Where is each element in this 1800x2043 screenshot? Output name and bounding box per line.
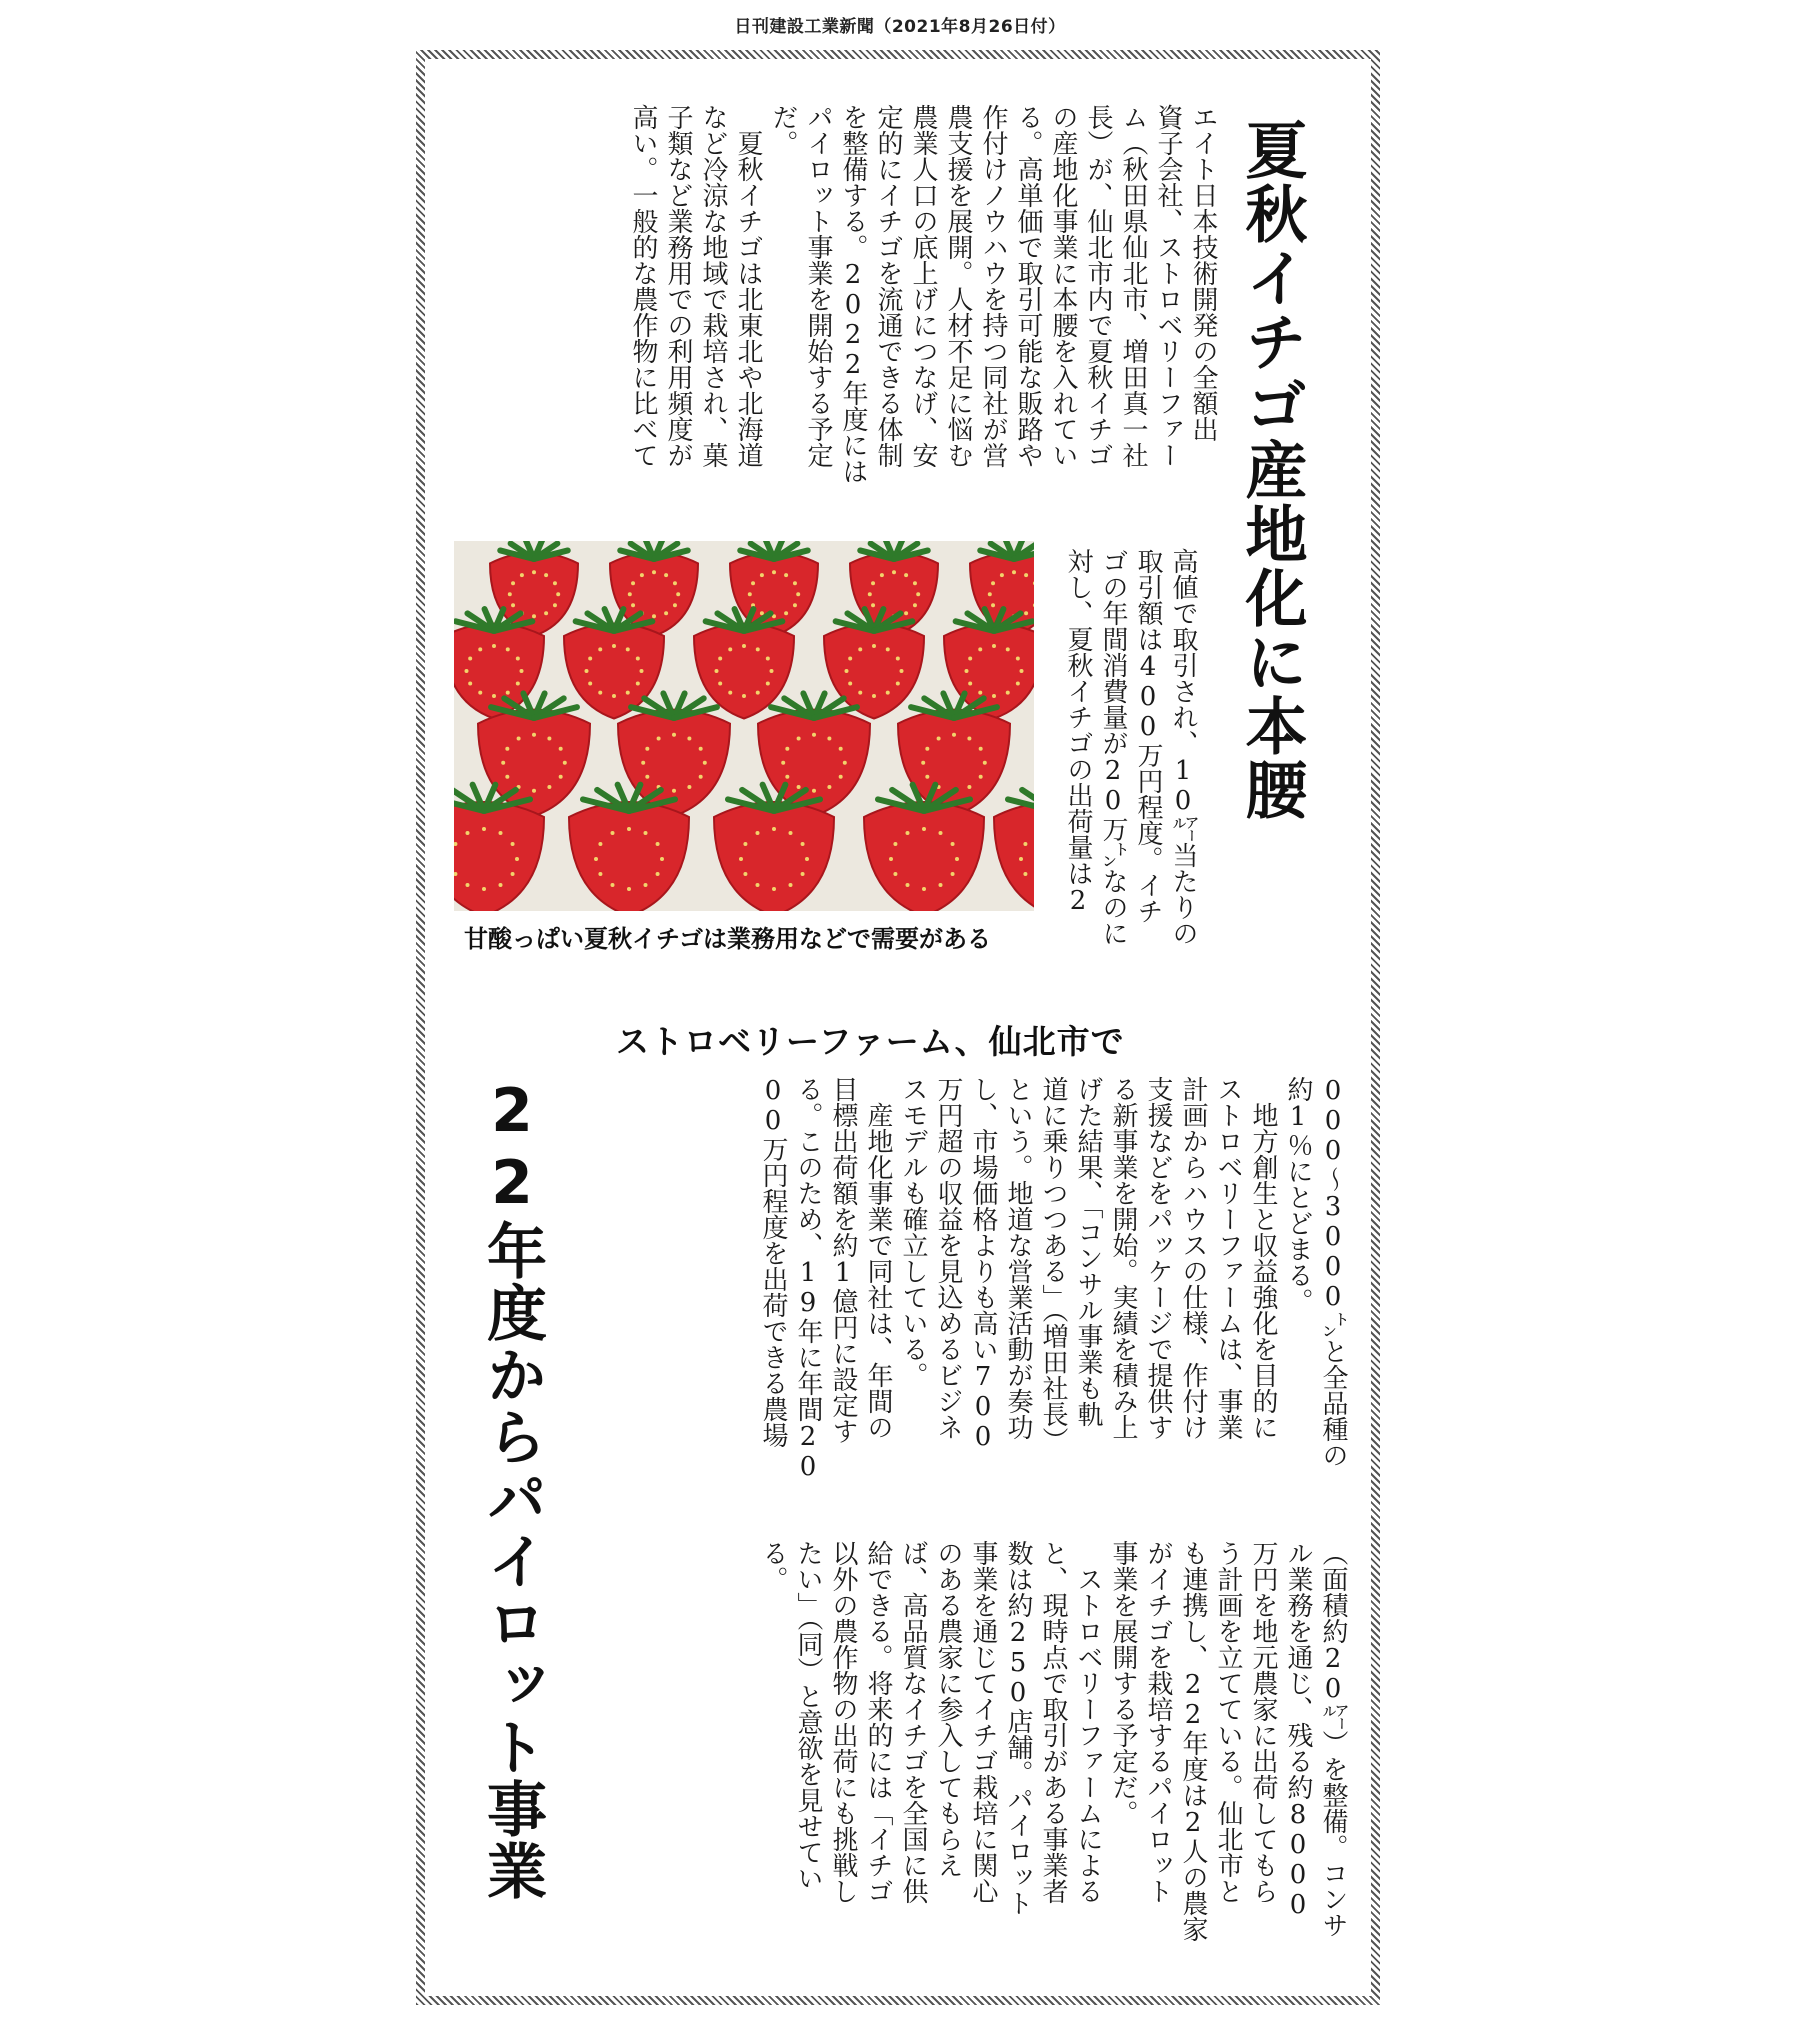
body-line: 給できる。将来的には「イチゴ bbox=[863, 1540, 893, 1904]
body-line: 000～3000㌧と全品種の bbox=[1318, 1076, 1348, 1468]
body-line: だ。 bbox=[768, 104, 798, 156]
body-line: う計画を立てている。仙北市と bbox=[1213, 1540, 1243, 1904]
body-line: ストロベリーファームは、事業 bbox=[1213, 1076, 1243, 1440]
body-line: スモデルも確立している。 bbox=[898, 1076, 928, 1388]
body-line: 約1％にとどまる。 bbox=[1283, 1076, 1313, 1314]
body-line: 定的にイチゴを流通できる体制 bbox=[873, 104, 903, 468]
body-line: 事業を展開する予定だ。 bbox=[1108, 1540, 1138, 1826]
body-line: のある農家に参入してもらえ bbox=[933, 1540, 963, 1878]
strawberry-photo bbox=[454, 541, 1034, 911]
strawberry-tray-image bbox=[454, 541, 1034, 911]
body-line: げた結果、「コンサル事業も軌 bbox=[1073, 1076, 1103, 1427]
article-body-top bbox=[630, 104, 1220, 544]
body-line: （面積約20㌃）を整備。コンサ bbox=[1318, 1540, 1348, 1938]
body-line: し、市場価格よりも高い700 bbox=[968, 1076, 998, 1452]
side-headline: 22年度からパイロット事業 bbox=[477, 1076, 547, 1902]
body-line: ば、高品質なイチゴを全国に供 bbox=[898, 1540, 928, 1904]
body-line: 対し、夏秋イチゴの出荷量は2 bbox=[1063, 548, 1093, 916]
body-line: 取引額は400万円程度。イチ bbox=[1133, 548, 1163, 924]
body-line: 目標出荷額を約1億円に設定す bbox=[828, 1076, 858, 1444]
body-line: る。 bbox=[758, 1540, 788, 1592]
body-line: る新事業を開始。実績を積み上 bbox=[1108, 1076, 1138, 1440]
body-line: る。このため、19年に年間20 bbox=[793, 1076, 823, 1482]
body-line: たい」（同）と意欲を見せてい bbox=[793, 1540, 823, 1891]
body-line: 事業を通じてイチゴ栽培に関心 bbox=[968, 1540, 998, 1904]
headline: 夏秋イチゴ産地化に本腰 bbox=[1235, 118, 1308, 822]
body-line: 道に乗りつつある」（増田社長） bbox=[1038, 1076, 1068, 1453]
body-line: を整備する。2022年度には bbox=[838, 104, 868, 484]
body-line: 00万円程度を出荷できる農場 bbox=[758, 1076, 788, 1448]
body-line: 高い。一般的な農作物に比べて bbox=[628, 104, 658, 468]
body-line: 産地化事業で同社は、年間の bbox=[863, 1076, 893, 1440]
body-line: 万円超の収益を見込めるビジネ bbox=[933, 1076, 963, 1440]
body-line: 農支援を展開。人材不足に悩む bbox=[943, 104, 973, 468]
body-line: 農業人口の底上げにつなげ、安 bbox=[908, 104, 938, 468]
body-line: も連携し、22年度は2人の農家 bbox=[1178, 1540, 1208, 1942]
body-line: パイロット事業を開始する予定 bbox=[803, 104, 833, 468]
body-line: ゴの年間消費量が20万㌧なのに bbox=[1098, 548, 1128, 946]
body-line: 高値で取引され、10㌃当たりの bbox=[1168, 548, 1198, 946]
body-line: エイト日本技術開発の全額出 bbox=[1188, 104, 1218, 442]
body-line: る。高単価で取引可能な販路や bbox=[1013, 104, 1043, 468]
body-line: という。地道な営業活動が奏功 bbox=[1003, 1076, 1033, 1440]
article-body-bottom-lower bbox=[590, 1540, 1350, 1980]
body-line: 以外の農作物の出荷にも挑戦し bbox=[828, 1540, 858, 1904]
photo-caption: 甘酸っぱい夏秋イチゴは業務用などで需要がある bbox=[464, 925, 992, 953]
body-line: 支援などをパッケージで提供す bbox=[1143, 1076, 1173, 1440]
body-line: 子類など業務用での利用頻度が bbox=[663, 104, 693, 468]
body-line: 長）が、仙北市内で夏秋イチゴ bbox=[1083, 104, 1113, 468]
body-line: ム（秋田県仙北市、増田真一社 bbox=[1118, 104, 1148, 468]
article-body-bottom-upper bbox=[590, 1076, 1350, 1516]
body-line: ル業務を通じ、残る約8000 bbox=[1283, 1540, 1313, 1920]
body-line: がイチゴを栽培するパイロット bbox=[1143, 1540, 1173, 1904]
body-line: 数は約250店舗。パイロット bbox=[1003, 1540, 1033, 1916]
body-line: 作付けノウハウを持つ同社が営 bbox=[978, 104, 1008, 468]
newspaper-source-line: 日刊建設工業新聞（2021年8月26日付） bbox=[734, 17, 1066, 37]
body-line: と、現時点で取引がある事業者 bbox=[1038, 1540, 1068, 1904]
body-line: ストロベリーファームによる bbox=[1073, 1540, 1103, 1904]
body-line: 計画からハウスの仕様、作付け bbox=[1178, 1076, 1208, 1440]
body-line: 万円を地元農家に出荷してもら bbox=[1248, 1540, 1278, 1904]
subheadline: ストロベリーファーム、仙北市で bbox=[616, 1022, 1125, 1061]
body-line: 資子会社、ストロベリーファー bbox=[1153, 104, 1183, 468]
article-body-mid bbox=[1040, 548, 1200, 988]
body-line: など冷涼な地域で栽培され、菓 bbox=[698, 104, 728, 468]
body-line: 夏秋イチゴは北東北や北海道 bbox=[733, 104, 763, 468]
body-line: 地方創生と収益強化を目的に bbox=[1248, 1076, 1278, 1440]
body-line: の産地化事業に本腰を入れてい bbox=[1048, 104, 1078, 468]
